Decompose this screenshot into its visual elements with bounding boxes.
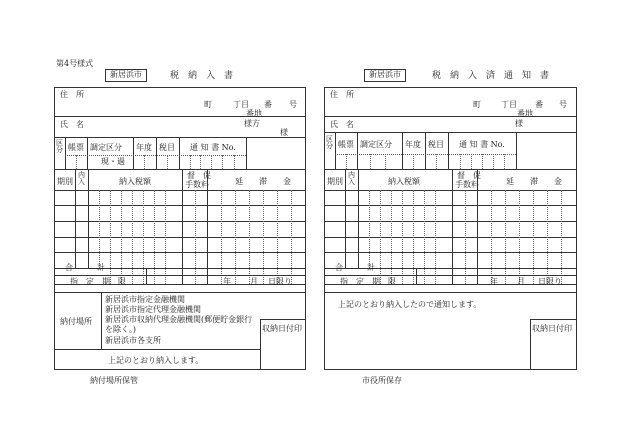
left-payplace-item: 新居浜市指定代理金融機関 [105, 305, 201, 314]
left-addr-chome: 丁目 [233, 100, 249, 109]
left-deadline-label: 指 定 期 限 [70, 277, 126, 286]
right-col-entai: 延 滞 金 [506, 177, 562, 186]
left-col-entai: 延 滞 金 [235, 177, 291, 186]
left-payplace-item: 新居浜市指定金融機関 [105, 295, 185, 304]
left-payplace-label: 納付場所 [60, 317, 92, 326]
right-addr-ban: 番 [535, 100, 543, 109]
right-col-uchi: 内入 [348, 171, 355, 187]
right-col-nyunyu: 納入税額 [388, 177, 420, 186]
right-form-title: 税 納 入 済 通 知 書 [432, 71, 550, 81]
right-col-zeimoku: 税目 [428, 140, 444, 149]
left-deadline-month: 月 [250, 277, 258, 286]
left-name-sama-kata: 様方 [244, 119, 260, 128]
left-col-kubun: 区分 [56, 139, 63, 155]
right-deadline-label: 指 定 期 限 [340, 277, 396, 286]
left-payplace-item: 新居浜市各支所 [105, 336, 161, 345]
left-col-tokusoku: 督 促 [187, 171, 211, 180]
left-city-box: 新居浜市 [105, 69, 147, 82]
left-col-tesuryo: 手数料 [185, 180, 209, 189]
right-deadline-day: 日限り [538, 277, 562, 286]
right-addr-go: 号 [559, 100, 567, 109]
right-col-tesuryo: 手数料 [455, 180, 479, 189]
right-notice: 上記のとおり納入したので通知します。 [338, 300, 482, 309]
right-stamp-label: 収納日付印 [532, 324, 572, 333]
left-address-label: 住 所 [60, 90, 84, 99]
left-col-nendo: 年度 [136, 143, 152, 152]
right-col-kibetsu: 期別 [327, 177, 343, 186]
left-addr-go: 号 [289, 100, 297, 109]
right-col-chotei: 調定区分 [360, 140, 392, 149]
right-name-sama: 様 [515, 119, 523, 128]
right-name-label: 氏 名 [330, 120, 354, 129]
right-col-kubun: 区分 [326, 135, 333, 151]
left-total-label: 合 計 [65, 263, 105, 272]
left-stamp-label: 収納日付印 [262, 324, 302, 333]
right-city-box: 新居浜市 [364, 69, 406, 82]
left-payplace-item: を除く。) [105, 325, 136, 334]
left-col-tsuchisho: 通 知 書 No. [190, 143, 236, 152]
left-payplace-item: 新居浜市収納代理金融機関(郵便貯金銀行 [105, 315, 253, 324]
left-col-zeimoku: 税目 [159, 143, 175, 152]
right-addr-machi: 町 [473, 100, 481, 109]
left-addr-banchi: 番地 [246, 109, 262, 118]
right-addr-banchi: 番地 [517, 109, 533, 118]
left-col-choubo: 帳票 [68, 143, 84, 152]
right-col-nendo: 年度 [405, 140, 421, 149]
left-col-uchi: 内入 [78, 171, 85, 187]
right-total-label: 合 計 [335, 263, 375, 272]
right-deadline-month: 月 [517, 277, 525, 286]
left-name-label: 氏 名 [60, 120, 84, 129]
right-col-tsuchisho: 通 知 書 No. [459, 140, 505, 149]
left-form-title: 税 納 入 書 [170, 71, 234, 81]
right-deadline-year: 年 [490, 277, 498, 286]
form-number: 第4号様式 [56, 59, 94, 68]
left-deadline-day: 日限り [268, 277, 292, 286]
left-gen-ka: 現・過 [101, 157, 125, 166]
left-addr-ban: 番 [264, 100, 272, 109]
right-caption: 市役所保存 [362, 376, 402, 385]
right-address-label: 住 所 [330, 90, 354, 99]
left-caption: 納付場所保管 [90, 376, 138, 385]
left-name-sama: 様 [280, 128, 288, 137]
left-col-chotei: 調定区分 [90, 143, 122, 152]
left-deadline-year: 年 [223, 277, 231, 286]
left-bottom-note: 上記のとおり納入します。 [108, 356, 204, 365]
left-addr-machi: 町 [204, 100, 212, 109]
right-addr-chome: 丁目 [501, 100, 517, 109]
right-col-choubo: 帳票 [338, 140, 354, 149]
right-col-tokusoku: 督 促 [457, 171, 481, 180]
left-col-nyunyu: 納入税額 [119, 177, 151, 186]
left-col-kibetsu: 期別 [57, 177, 73, 186]
